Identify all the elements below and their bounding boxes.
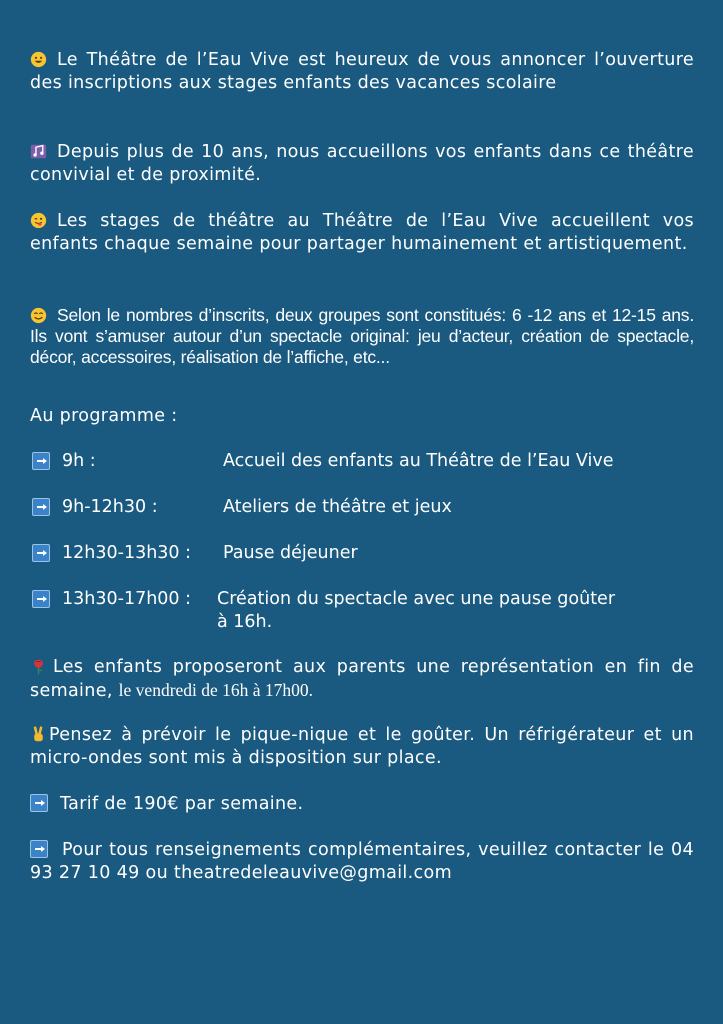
victory-hand-icon bbox=[30, 726, 47, 743]
price-text: Tarif de 190€ par semaine. bbox=[60, 794, 304, 814]
price-paragraph bbox=[30, 793, 694, 816]
right-arrow-icon bbox=[32, 590, 50, 608]
groups-paragraph bbox=[30, 305, 694, 368]
weekly-paragraph bbox=[30, 210, 694, 256]
contact-paragraph bbox=[30, 839, 694, 885]
rose-icon bbox=[30, 658, 47, 675]
right-arrow-icon bbox=[30, 794, 48, 812]
right-arrow-icon bbox=[32, 452, 50, 470]
schedule-row bbox=[30, 450, 694, 474]
contact-text: Pour tous renseignements complémentaires, veuillez contacter le 04 93 27 10 49 ou theatredeleauvive@gmail.com bbox=[30, 840, 694, 883]
programme-title: Au programme : bbox=[30, 406, 178, 426]
schedule-time: 9h : bbox=[62, 451, 96, 471]
history-text: Depuis plus de 10 ans, nous accueillons vos enfants dans ce théâtre convivial et de proximité. bbox=[30, 142, 694, 185]
schedule-time: 13h30-17h00 : bbox=[62, 589, 192, 609]
schedule-row bbox=[30, 542, 694, 566]
right-arrow-icon bbox=[32, 544, 50, 562]
performance-paragraph bbox=[30, 656, 694, 703]
schedule-desc: Accueil des enfants au Théâtre de l’Eau Vive bbox=[223, 451, 614, 471]
right-arrow-icon bbox=[30, 840, 48, 858]
history-paragraph bbox=[30, 141, 694, 187]
weekly-text: Les stages de théâtre au Théâtre de l’Eau Vive accueillent vos enfants chaque semaine pour partager humainement et artistiquement. bbox=[30, 211, 694, 254]
performance-date: le vendredi de 16h à 17h00. bbox=[118, 680, 314, 700]
schedule-desc: Pause déjeuner bbox=[223, 543, 358, 563]
grinning-face-icon bbox=[30, 51, 47, 68]
picnic-paragraph bbox=[30, 724, 694, 770]
schedule-desc: Ateliers de théâtre et jeux bbox=[223, 497, 452, 517]
schedule-desc: Création du spectacle avec une pause goûter à 16h. bbox=[217, 589, 616, 632]
schedule-row bbox=[30, 496, 694, 520]
performance-text: Les enfants proposeront aux parents une représentation en fin de semaine, bbox=[30, 657, 694, 701]
schedule-time: 9h-12h30 : bbox=[62, 497, 158, 517]
groups-text: Selon le nombres d’inscrits, deux groupes sont constitués: 6 -12 ans et 12-15 ans. Ils vont s’amuser autour d’un spectacle original: jeu d’acteur, création de spectacle, décor, accessoires, réalisation de l’affiche, etc... bbox=[30, 305, 694, 367]
schedule-time: 12h30-13h30 : bbox=[62, 543, 192, 563]
picnic-text: Pensez à prévoir le pique-nique et le goûter. Un réfrigérateur et un micro-ondes sont mis à disposition sur place. bbox=[30, 725, 694, 768]
smiling-face-icon bbox=[30, 307, 47, 324]
intro-text: Le Théâtre de l’Eau Vive est heureux de vous annoncer l’ouverture des inscriptions aux stages enfants des vacances scolaire bbox=[30, 50, 694, 93]
right-arrow-icon bbox=[32, 498, 50, 516]
intro-paragraph bbox=[30, 49, 694, 95]
schedule-row bbox=[30, 588, 694, 636]
winking-tongue-face-icon bbox=[30, 212, 47, 229]
musical-notes-icon bbox=[30, 143, 47, 160]
